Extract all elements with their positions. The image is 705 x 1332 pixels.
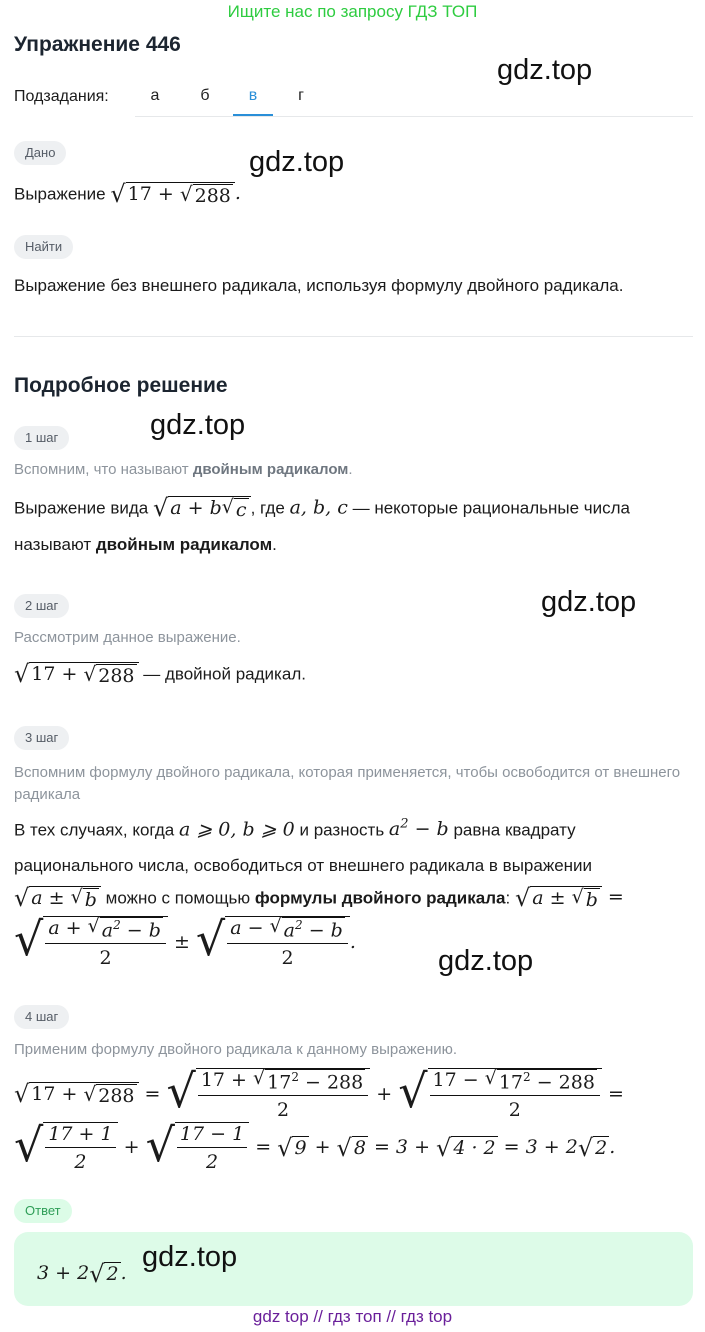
step-1-line-2-bold: двойным радикалом [95,535,273,554]
given-chip: Дано [14,141,66,165]
subtasks-label: Подзадания: [14,88,109,105]
tab-v[interactable]: в [248,87,258,104]
step-2-expression: √ 17 + √ 288 [14,662,139,684]
step-3-line-3 [14,886,624,911]
step-4-line-1: √ 17 + √ 288 = √ 17 + √ $17^2 - 288$ 2 + √ 17 − √ $17^2 - 288$ 2 = [14,1064,624,1122]
step-2-line-text: — двойной радикал. [143,664,306,684]
step-1-line-1-text: Выражение вида [14,498,149,518]
step-1-hint-bold: двойным радикалом [192,461,349,478]
step-4-hint: Применим формулу двойного радикала к данному выражению. [14,1041,458,1058]
given-line [14,182,241,207]
step-3-line-1 [14,817,576,840]
tab-g[interactable]: г [298,87,304,104]
subtask-tabs [135,80,693,117]
top-banner: Ищите нас по запросу ГДЗ ТОП [227,2,478,21]
step-1-line-1 [14,496,630,521]
step-2-chip: 2 шаг [14,594,69,618]
find-text: Выражение без внешнего радикала, используя формулу двойного радикала. [14,276,624,295]
step-1-chip: 1 шаг [14,426,69,450]
difference-expression: $a^2 - b$ [388,817,449,841]
step-3-condition: a ⩾ 0, b ⩾ 0 [178,818,295,841]
watermark: gdz.top [438,945,534,977]
watermark: gdz.top [497,54,593,86]
step-3-line-2: рационального числа, освободиться от внешнего радикала в выражении [14,856,593,875]
answer-chip: Ответ [14,1199,72,1223]
step-1-line-2-text: называют [14,535,96,554]
step-1-line-2 [14,535,277,555]
watermark: gdz.top [150,409,246,441]
step-4-line-2: √ $\frac{17 + 1}{2}$ + √ $\frac{17 - 1}{2}$ = √ 9 + √ 8 = 3 + √ 4 · 2 = 3 + 2 √ 2 . [14,1118,616,1173]
step-3-line-3-text: можно с помощью [105,888,255,908]
answer-value: 3 + 2 √ 2 . [37,1260,127,1288]
page-title: Упражнение 446 [14,33,181,56]
find-chip: Найти [14,235,73,259]
watermark: gdz.top [249,146,345,178]
step-2-line [14,662,306,687]
tab-a[interactable]: а [150,87,160,104]
footer-links[interactable]: gdz top // гдз топ // гдз top [252,1307,453,1326]
step-4-chip: 4 шаг [14,1005,69,1029]
step-1-line-2-end: . [272,535,277,554]
double-radical-formula: √ a + √ $a^2 - b$ 2 ± √ a − √ $a^2 - b$ 2 . [14,912,356,970]
solution-title: Подробное решение [14,374,228,397]
watermark: gdz.top [142,1241,238,1273]
tab-b[interactable]: б [200,87,210,104]
step-1-hint-end: . [348,461,353,478]
step-3-line-1-end: равна квадрату [453,820,576,840]
step-1-line-1-comma: , где [250,498,285,518]
step-1-hint [14,461,353,478]
step-3-chip: 3 шаг [14,726,69,750]
divider [14,336,693,337]
step-1-hint-text: Вспомним, что называют [14,461,193,478]
active-tab-indicator [233,114,273,116]
given-expression: √ 17 + √ 288 . [110,180,241,208]
step-3-line-1-mid: и разность [299,820,385,840]
formula-left: √ a ± √ b = [514,884,624,912]
step-3-line-3-bold: формулы двойного радикала [254,888,506,908]
watermark: gdz.top [541,586,637,618]
double-radical-general: √ a + b √ c [153,496,251,518]
step-3-hint: Вспомним формулу двойного радикала, которая применяется, чтобы освободится от внешнего радикала [14,764,681,803]
given-text: Выражение [14,184,106,204]
step-1-line-1-end: — некоторые рациональные числа [352,498,630,518]
step-3-colon: : [505,888,511,908]
step-1-vars: a, b, c [289,496,348,519]
step-2-hint: Рассмотрим данное выражение. [14,629,241,646]
step-3-line-1-text: В тех случаях, когда [14,820,175,840]
radical-a-pm-b: √ a ± √ b [14,886,101,908]
